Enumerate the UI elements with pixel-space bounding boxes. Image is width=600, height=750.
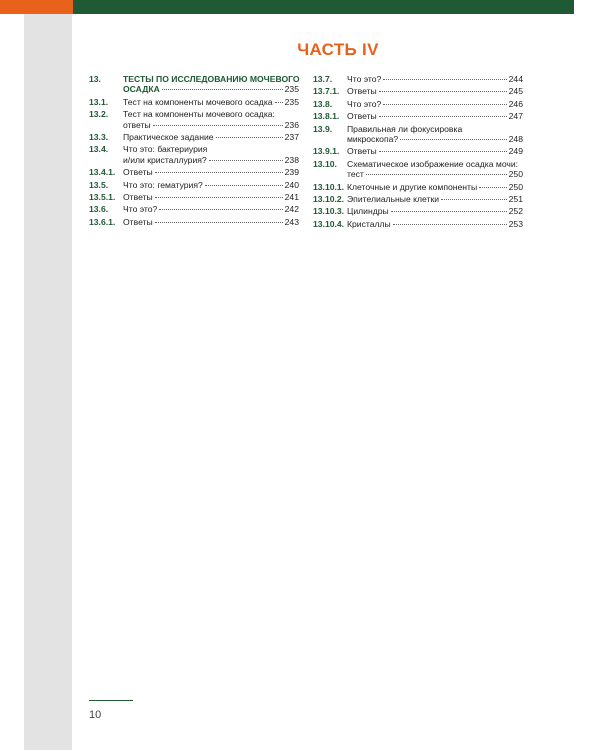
toc-entry[interactable] (313, 74, 523, 84)
toc-leader-dots (205, 185, 283, 186)
toc-leader-dots (400, 139, 506, 140)
toc-leader-dots (209, 160, 283, 161)
top-bar (0, 0, 574, 14)
toc-entry[interactable] (313, 111, 523, 121)
toc-entry-page: 252 (508, 206, 523, 217)
toc-entry-title: Ответы (347, 111, 377, 122)
toc-entry[interactable] (313, 194, 523, 204)
toc-entry-title: Тест на компоненты мочевого осадка (123, 96, 273, 107)
toc-entry-page: 239 (284, 167, 299, 178)
toc-entry-number: 13. (89, 74, 101, 84)
toc-leader-dots (159, 209, 282, 210)
toc-entry-number: 13.10. (313, 158, 337, 169)
toc-entry-title: Кристаллы (347, 218, 391, 229)
toc-entry[interactable] (89, 217, 299, 227)
toc-entry-page: 237 (284, 132, 299, 143)
toc-entry-title: Что это: бактериурия (123, 144, 208, 155)
footer-rule (89, 700, 133, 701)
toc-entry-page: 235 (284, 84, 299, 95)
toc-entry-title: тест (347, 169, 364, 180)
toc-entry-number: 13.1. (89, 96, 109, 107)
toc-entry-page: 246 (508, 98, 523, 109)
toc-entry-number: 13.10.4. (313, 218, 345, 229)
toc-leader-dots (383, 79, 506, 80)
toc-entry-page: 238 (284, 154, 299, 165)
toc-entry-page: 244 (508, 74, 523, 84)
toc-leader-dots (155, 197, 283, 198)
toc-entry-number: 13.7.1. (313, 86, 340, 97)
page-number: 10 (89, 709, 102, 721)
toc-entry-title: Что это? (347, 74, 382, 84)
part-title: ЧАСТЬ IV (297, 40, 379, 59)
toc-entry-title: Правильная ли фокусировка (347, 123, 463, 134)
toc-leader-dots (162, 89, 283, 90)
toc-leader-dots (155, 172, 283, 173)
toc-entry-page: 250 (508, 169, 523, 180)
toc-entry[interactable] (313, 182, 523, 192)
toc-entry[interactable] (89, 109, 299, 130)
toc-entry-title: Тест на компоненты мочевого осадка: (123, 109, 275, 120)
toc-entry-page: 251 (508, 194, 523, 205)
toc-entry-number: 13.2. (89, 109, 109, 120)
toc-entry-title: Схематическое изображение осадка мочи: (347, 158, 519, 169)
toc-entry[interactable] (313, 219, 523, 229)
toc-entry-number: 13.5.1. (89, 192, 116, 203)
toc-entry-title: Ответы (123, 167, 153, 178)
toc-entry[interactable] (313, 146, 523, 156)
toc-leader-dots (479, 187, 506, 188)
toc-leader-dots (366, 174, 507, 175)
toc-entry-number: 13.8. (313, 98, 333, 109)
toc-entry-title: Практическое задание (123, 132, 214, 143)
toc-entry-number: 13.5. (89, 179, 109, 190)
toc-entry-number: 13.10.3. (313, 206, 345, 217)
toc-entry-page: 235 (284, 96, 299, 107)
toc-entry-number: 13.10.2. (313, 194, 345, 205)
toc-leader-dots (155, 222, 283, 223)
toc-entry-number: 13.4.1. (89, 167, 116, 178)
toc-entry-number: 13.10.1. (313, 181, 345, 192)
toc-entry-page: 248 (508, 134, 523, 145)
toc-leader-dots (393, 224, 507, 225)
toc-leader-dots (379, 151, 507, 152)
toc-entry-page: 249 (508, 146, 523, 157)
toc-entry-page: 243 (284, 216, 299, 227)
toc-entry-page: 240 (284, 179, 299, 190)
toc-entry-number: 13.6.1. (89, 216, 116, 227)
toc-entry-title: Эпителиальные клетки (347, 194, 440, 205)
toc-entry-number: 13.3. (89, 132, 109, 143)
toc-entry-title: и/или кристаллурия? (123, 154, 207, 165)
toc-entry-page: 253 (508, 218, 523, 229)
toc-entry-title: ОСАДКА (123, 84, 160, 95)
toc-entry-page: 241 (284, 192, 299, 203)
toc-entry[interactable] (89, 204, 299, 214)
toc-entry[interactable] (89, 180, 299, 190)
toc-leader-dots (391, 211, 507, 212)
toc-leader-dots (275, 102, 283, 103)
toc-entry[interactable] (89, 132, 299, 142)
toc-entry-number: 13.9.1. (313, 146, 340, 157)
toc-entry-page: 242 (284, 204, 299, 215)
toc-entry-number: 13.6. (89, 204, 109, 215)
toc-entry-title: Что это? (347, 98, 382, 109)
toc-entry[interactable] (89, 74, 299, 95)
toc-entry-page: 250 (508, 181, 523, 192)
toc-entry-title: Ответы (347, 146, 377, 157)
toc-entry-title: Что это: гематурия? (123, 179, 203, 190)
toc-entry[interactable] (313, 159, 523, 180)
toc-entry-title: Клеточные и другие компоненты (347, 181, 478, 192)
top-bar-accent (0, 0, 73, 14)
toc-entry-title: Цилиндры (347, 206, 389, 217)
toc-leader-dots (153, 125, 283, 126)
toc-leader-dots (216, 137, 283, 138)
toc-entry[interactable] (89, 192, 299, 202)
toc-entry[interactable] (89, 144, 299, 165)
side-strip (24, 14, 72, 750)
toc-entry-title: ответы (123, 119, 151, 130)
toc-entry-title: ТЕСТЫ ПО ИССЛЕДОВАНИЮ МОЧЕВОГО (123, 74, 300, 84)
toc-entry-number: 13.9. (313, 123, 333, 134)
toc-entry[interactable] (89, 167, 299, 177)
toc-entry[interactable] (313, 206, 523, 216)
toc-leader-dots (441, 199, 507, 200)
toc-entry-number: 13.8.1. (313, 111, 340, 122)
toc-entry-number: 13.4. (89, 144, 109, 155)
toc-entry-page: 236 (284, 119, 299, 130)
toc-entry-title: микроскопа? (347, 134, 399, 145)
toc-leader-dots (383, 104, 506, 105)
toc-leader-dots (379, 116, 507, 117)
toc-entry[interactable] (89, 97, 299, 107)
toc-entry[interactable] (313, 99, 523, 109)
toc-entry-title: Что это? (123, 204, 158, 215)
toc-entry[interactable] (313, 124, 523, 145)
toc-entry-page: 247 (508, 111, 523, 122)
toc-left-column (89, 74, 299, 229)
toc-entry-title: Ответы (347, 86, 377, 97)
toc-leader-dots (379, 91, 507, 92)
toc-entry-title: Ответы (123, 216, 153, 227)
toc-entry-number: 13.7. (313, 74, 333, 84)
toc-entry-page: 245 (508, 86, 523, 97)
toc-right-column (313, 74, 523, 231)
toc-entry-title: Ответы (123, 192, 153, 203)
toc-entry[interactable] (313, 86, 523, 96)
